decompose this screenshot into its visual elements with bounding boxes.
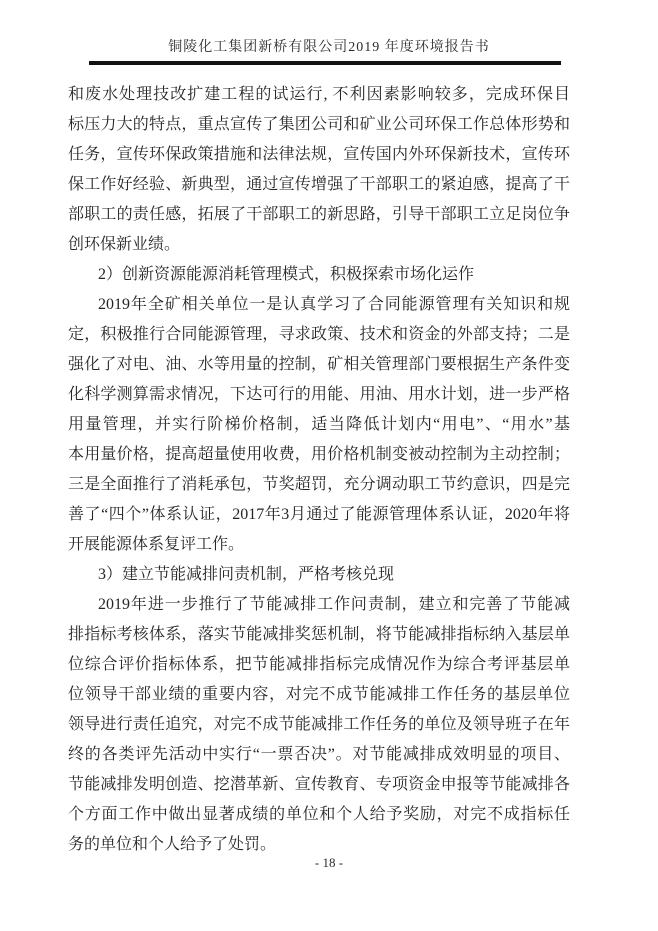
text-line: 2019年全矿相关单位一是认真学习了合同能源管理有关知识和规 [98,296,570,313]
text-line: 位领导干部业绩的重要内容，对完不成节能减排工作任务的基层单位 [68,686,570,703]
text-line: 化科学测算需求情况，下达可行的用能、用油、用水计划，进一步严格 [68,386,570,403]
page-footer [0,855,658,871]
document-body [68,80,570,860]
section-heading: 3）建立节能减排问责机制，严格考核兑现 [98,566,395,583]
header-divider-rule [89,61,561,65]
text-line: 和废水处理技改扩建工程的试运行, 不利因素影响较多，完成环保目 [68,86,570,103]
text-line: 保工作好经验、新典型，通过宣传增强了干部职工的紧迫感，提高了干 [68,176,570,193]
text-line: 开展能源体系复评工作。 [68,536,245,553]
section-heading: 2）创新资源能源消耗管理模式，积极探索市场化运作 [98,266,475,283]
text-line: 用量管理，并实行阶梯价格制，适当降低计划内“用电”、“用水”基 [68,416,570,433]
text-line: 创环保新业绩。 [68,236,181,253]
text-line: 定，积极推行合同能源管理，寻求政策、技术和资金的外部支持；二是 [68,326,570,343]
page-header-title: 铜陵化工集团新桥有限公司2019 年度环境报告书 [168,40,490,55]
text-line: 标压力大的特点，重点宣传了集团公司和矿业公司环保工作总体形势和 [68,116,570,133]
text-line: 领导进行责任追究，对完不成节能减排工作任务的单位及领导班子在年 [68,716,570,733]
text-line: 务的单位和个人给予了处罚。 [68,836,277,853]
text-line: 三是全面推行了消耗承包，节奖超罚，充分调动职工节约意识，四是完 [68,476,570,493]
text-line: 位综合评价指标体系，把节能减排指标完成情况作为综合考评基层单 [68,656,570,673]
text-line: 善了“四个”体系认证，2017年3月通过了能源管理体系认证，2020年将 [68,506,570,523]
text-line: 2019年进一步推行了节能减排工作问责制，建立和完善了节能减 [98,596,570,613]
text-line: 排指标考核体系，落实节能减排奖惩机制，将节能减排指标纳入基层单 [68,626,570,643]
text-line: 任务，宣传环保政策措施和法律法规，宣传国内外环保新技术，宣传环 [68,146,570,163]
text-line: 节能减排发明创造、挖潜革新、宣传教育、专项资金申报等节能减排各 [68,776,570,793]
page-number: - 18 - [314,855,344,870]
text-line: 终的各类评先活动中实行“一票否决”。对节能减排成效明显的项目、 [68,746,570,763]
text-line: 个方面工作中做出显著成绩的单位和个人给予奖励，对完不成指标任 [68,806,570,823]
text-line: 强化了对电、油、水等用量的控制，矿相关管理部门要根据生产条件变 [68,356,570,373]
text-line: 本用量价格，提高超量使用收费，用价格机制变被动控制为主动控制； [68,446,570,463]
text-line: 部职工的责任感，拓展了干部职工的新思路，引导干部职工立足岗位争 [68,206,570,223]
